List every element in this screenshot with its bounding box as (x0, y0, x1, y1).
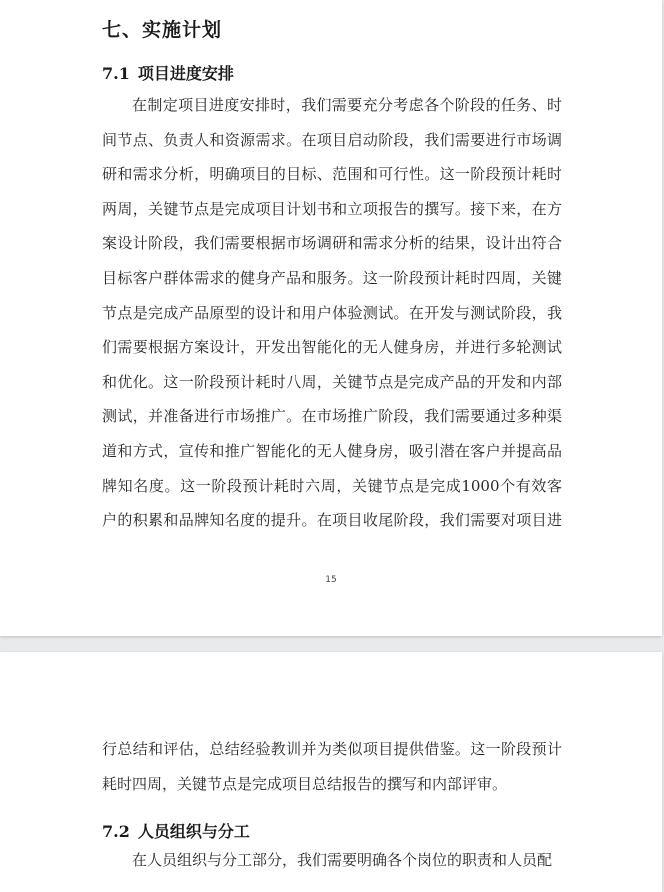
paragraph-line: 目标客户群体需求的健身产品和服务。这一阶段预计耗时四周，关键 (102, 268, 562, 287)
paragraph-line: 行总结和评估，总结经验教训并为类似项目提供借鉴。这一阶段预计 (102, 740, 562, 758)
paragraph-schedule (102, 88, 562, 538)
paragraph-line: 间节点、负责人和资源需求。在项目启动阶段，我们需要进行市场调 (102, 130, 562, 149)
paragraph-line: 户的积累和品牌知名度的提升。在项目收尾阶段，我们需要对项目进 (102, 511, 562, 530)
section-heading: 七、实施计划 (102, 19, 223, 41)
paragraph-line: 在制定项目进度安排时，我们需要充分考虑各个阶段的任务、时 (132, 96, 562, 114)
document-page-16 (0, 652, 662, 892)
paragraph-line: 研和需求分析，明确项目的目标、范围和可行性。这一阶段预计耗时 (102, 165, 562, 184)
subsection-heading-7-1 (102, 61, 234, 84)
paragraph-line: 案设计阶段，我们需要根据市场调研和需求分析的结果，设计出符合 (102, 234, 562, 253)
paragraph-line: 和优化。这一阶段预计耗时八周，关键节点是完成产品的开发和内部 (102, 372, 562, 391)
paragraph-schedule-continued (102, 732, 562, 801)
paragraph-line-partial: 在人员组织与分工部分，我们需要明确各个岗位的职责和人员配 (132, 851, 553, 869)
subsection-title: 人员组织与分工 (137, 822, 250, 841)
paragraph-line: 测试，并准备进行市场推广。在市场推广阶段，我们需要通过多种渠 (102, 407, 562, 426)
paragraph-line: 节点是完成产品原型的设计和用户体验测试。在开发与测试阶段，我 (102, 303, 562, 322)
subsection-number: 7.1 (102, 64, 130, 83)
paragraph-line: 两周，关键节点是完成项目计划书和立项报告的撰写。接下来，在方 (102, 199, 562, 218)
paragraph-line: 耗时四周，关键节点是完成项目总结报告的撰写和内部评审。 (102, 774, 508, 793)
page-number: 15 (325, 575, 337, 585)
paragraph-line: 们需要根据方案设计，开发出智能化的无人健身房，并进行多轮测试 (102, 338, 562, 357)
paragraph-line: 道和方式，宣传和推广智能化的无人健身房，吸引潜在客户并提高品 (102, 441, 562, 460)
subsection-title: 项目进度安排 (137, 64, 234, 83)
paragraph-line: 牌知名度。这一阶段预计耗时六周，关键节点是完成1000个有效客 (102, 476, 562, 495)
subsection-heading-7-2 (102, 819, 250, 842)
subsection-number: 7.2 (102, 822, 130, 841)
